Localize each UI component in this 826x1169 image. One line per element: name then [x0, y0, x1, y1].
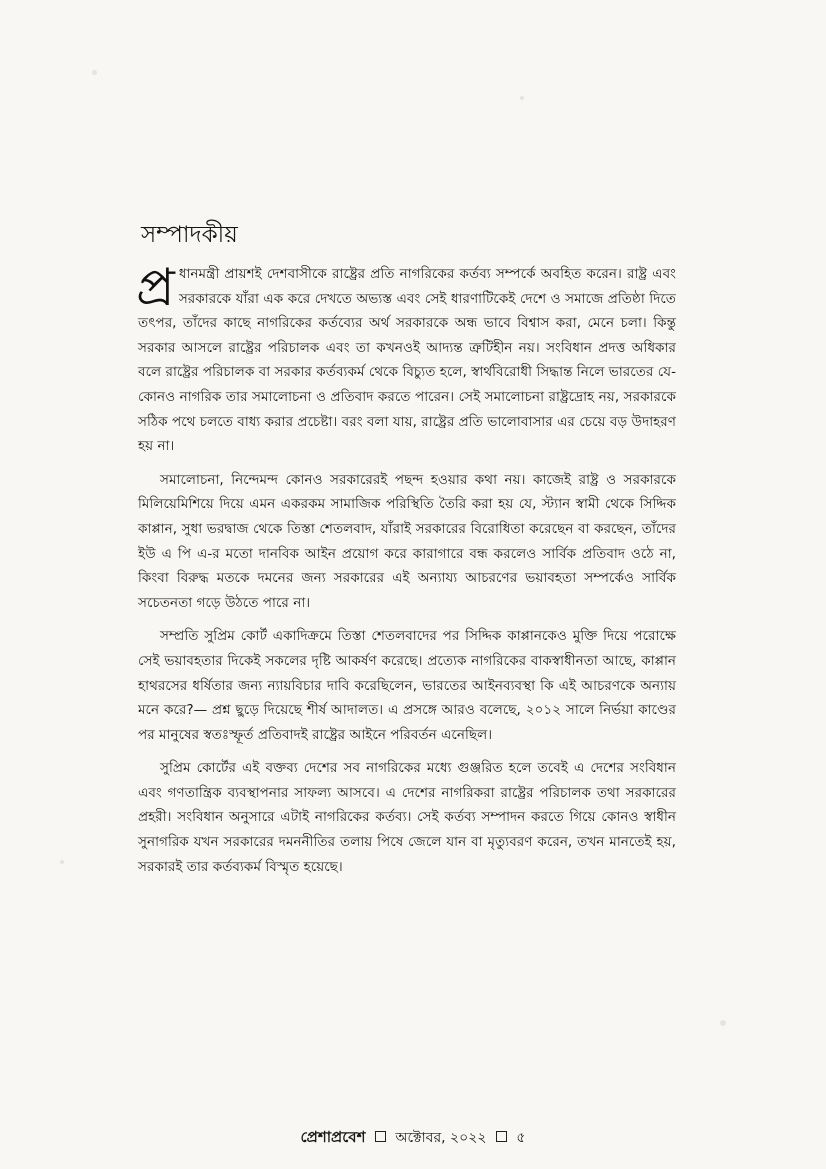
drop-cap: প্র: [136, 258, 175, 318]
paragraph-1-text: ধানমন্ত্রী প্রায়শই দেশবাসীকে রাষ্ট্রের প্রতি নাগরিকের কর্তব্য সম্পর্কে অবহিত করেন। রাষ্ট্র এবং সরকারকে যাঁরা এক করে দেখতে অভ্যস্ত এবং সেই ধারণাটিকেই দেশে ও সমাজে প্রতিষ্ঠা দিতে তৎপর, তাঁদের কাছে নাগরিকের কর্তব্যের অর্থ সরকারকে অন্ধ ভাবে বিশ্বাস করা, মেনে চলা। কিন্তু সরকার আসলে রাষ্ট্রের পরিচালক এবং তা কখনওই আদ্যন্ত ত্রুটিহীন নয়। সংবিধান প্রদত্ত অধিকার বলে রাষ্ট্রের পরিচালক বা সরকার কর্তব্যকর্ম থেকে বিচ্যুত হলে, স্বার্থবিরোধী সিদ্ধান্ত নিলে ভারতের যে-কোনও নাগরিক তার সমালোচনা ও প্রতিবাদ করতে পারেন। সেই সমালোচনা রাষ্ট্রদ্রোহ নয়, সরকারকে সঠিক পথে চলতে বাধ্য করার প্রচেষ্টা। বরং বলা যায়, রাষ্ট্রের প্রতি ভালোবাসার এর চেয়ে বড় উদাহরণ হয় না।: [138, 266, 676, 455]
box-separator-icon: [496, 1131, 507, 1142]
paper-speck: [520, 96, 524, 100]
paper-speck: [720, 1020, 726, 1026]
magazine-name: প্রেশাপ্রবেশ: [300, 1128, 366, 1146]
paper-speck: [60, 860, 64, 864]
paragraph-4: সুপ্রিম কোর্টের এই বক্তব্য দেশের সব নাগরিকের মধ্যে গুঞ্জরিত হলে তবেই এ দেশের সংবিধান এবং গণতান্ত্রিক ব্যবস্থাপনার সাফল্য আসবে। এ দেশের নাগরিকরা রাষ্ট্রের পরিচালক তথা সরকারের প্রহরী। সংবিধান অনুসারে এটাই নাগরিকের কর্তব্য। সেই কর্তব্য সম্পাদন করতে গিয়ে কোনও স্বাধীন সুনাগরিক যখন সরকারের দমননীতির তলায় পিষে জেলে যান বা মৃত্যুবরণ করেন, তখন মানতেই হয়, সরকারই তার কর্তব্যকর্ম বিস্মৃত হয়েছে।: [138, 760, 676, 875]
page-number: ৫: [516, 1130, 526, 1146]
paragraph-1: [136, 258, 676, 459]
paragraph-3: সম্প্রতি সুপ্রিম কোর্ট একাদিক্রমে তিস্তা শেতলবাদের পর সিদ্দিক কাপ্পানকেও মুক্তি দিয়ে পরোক্ষে সেই ভয়াবহতার দিকেই সকলের দৃষ্টি আকর্ষণ করেছে। প্রত্যেক নাগরিকের বাকস্বাধীনতা আছে, কাপ্পান হাথরসের ধর্ষিতার জন্য ন্যায়বিচার দাবি করেছিলেন, ভারতের আইনব্যবস্থা কি এই আচরণকে অন্যায় মনে করে?— প্রশ্ন ছুড়ে দিয়েছে শীর্ষ আদালত। এ প্রসঙ্গে আরও বলেছে, ২০১২ সালে নির্ভয়া কাণ্ডের পর মানুষের স্বতঃস্ফূর্ত প্রতিবাদই রাষ্ট্রের আইনে পরিবর্তন এনেছিল।: [138, 628, 676, 743]
editorial-heading: সম্পাদকীয়: [141, 222, 238, 248]
paper-speck: [92, 70, 97, 75]
page-footer: [0, 1126, 826, 1151]
editorial-article: [136, 258, 676, 888]
paragraph-2: সমালোচনা, নিন্দেমন্দ কোনও সরকারেরই পছন্দ হওয়ার কথা নয়। কাজেই রাষ্ট্র ও সরকারকে মিলিয়েমিশিয়ে দিয়ে এমন একরকম সামাজিক পরিস্থিতি তৈরি করা হয় যে, স্ট্যান স্বামী থেকে সিদ্দিক কাপ্পান, সুধা ভরদ্বাজ থেকে তিস্তা শেতলবাদ, যাঁরাই সরকারের বিরোধিতা করেছেন বা করছেন, তাঁদের ইউ এ পি এ-র মতো দানবিক আইন প্রয়োগ করে কারাগারে বন্ধ করলেও সার্বিক প্রতিবাদ ওঠে না, কিংবা বিরুদ্ধ মতকে দমনের জন্য সরকারের এই অন্যায্য আচরণের ভয়াবহতা সম্পর্কেও সার্বিক সচেতনতা গড়ে উঠতে পারে না।: [138, 471, 676, 611]
box-separator-icon: [375, 1131, 386, 1142]
issue-date: অক্টোবর, ২০২২: [395, 1130, 487, 1146]
